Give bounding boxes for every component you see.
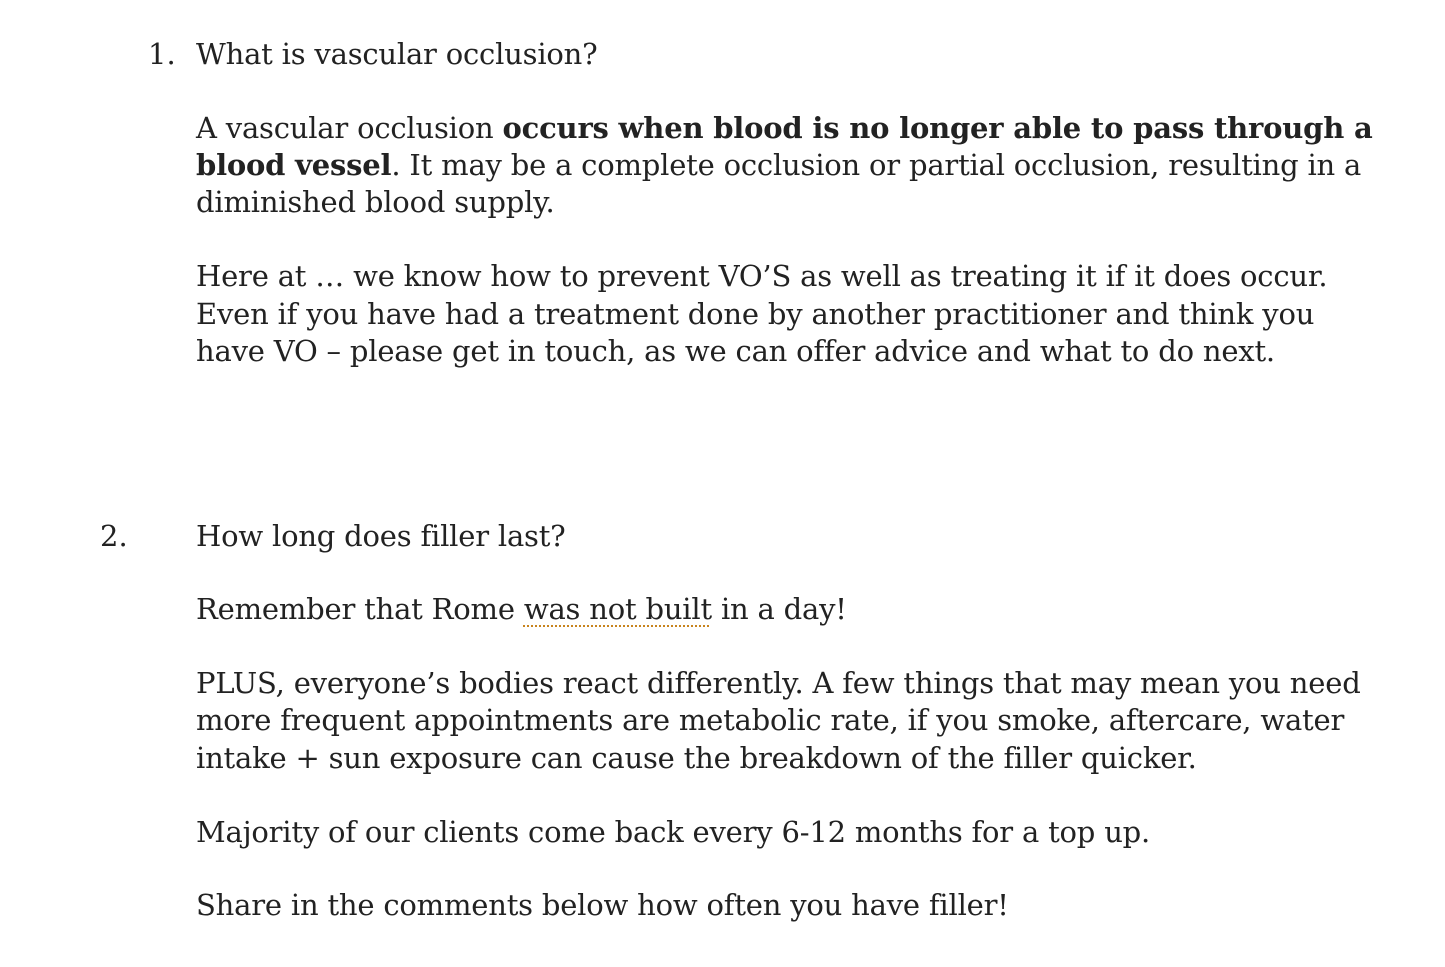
q1-paragraph-1-line-1 xyxy=(196,109,1373,147)
q2-p1-text-a: Remember that Rome xyxy=(196,592,524,626)
q2-paragraph-2-line-3: intake + sun exposure can cause the breakdown of the filler quicker. xyxy=(196,741,1197,775)
q2-paragraph-2-line-1: PLUS, everyone’s bodies react differently. A few things that may mean you need xyxy=(196,666,1361,700)
q2-paragraph-2-line-2: more frequent appointments are metabolic rate, if you smoke, aftercare, water xyxy=(196,703,1345,737)
q2-p1-text-c: in a day! xyxy=(711,592,847,626)
q1-p1-text: A vascular occlusion xyxy=(196,111,503,145)
q1-paragraph-1-line-2 xyxy=(196,146,1361,184)
q2-paragraph-4: Share in the comments below how often you have filler! xyxy=(196,888,1009,922)
q1-paragraph-1-line-3: diminished blood supply. xyxy=(196,185,555,219)
q1-paragraph-2-line-3: have VO – please get in touch, as we can offer advice and what to do next. xyxy=(196,334,1275,368)
q1-paragraph-2-line-2: Even if you have had a treatment done by another practitioner and think you xyxy=(196,297,1315,331)
q1-p1-bold-text-end: blood vessel xyxy=(196,148,392,182)
list-number-1: 1. xyxy=(148,37,176,71)
question-1-heading: What is vascular occlusion? xyxy=(196,37,598,71)
q1-paragraph-2-line-1: Here at … we know how to prevent VO’S as well as treating it if it does occur. xyxy=(196,259,1328,293)
q1-p1-text-continued: . It may be a complete occlusion or partial occlusion, resulting in a xyxy=(391,148,1362,182)
q2-paragraph-3: Majority of our clients come back every 6-12 months for a top up. xyxy=(196,815,1151,849)
question-2-heading: How long does filler last? xyxy=(196,519,566,553)
list-number-2: 2. xyxy=(100,519,128,553)
q1-p1-bold-text: occurs when blood is no longer able to pass through a xyxy=(502,111,1373,145)
q2-paragraph-1 xyxy=(196,590,847,628)
grammar-flagged-text[interactable]: was not built xyxy=(523,592,712,626)
